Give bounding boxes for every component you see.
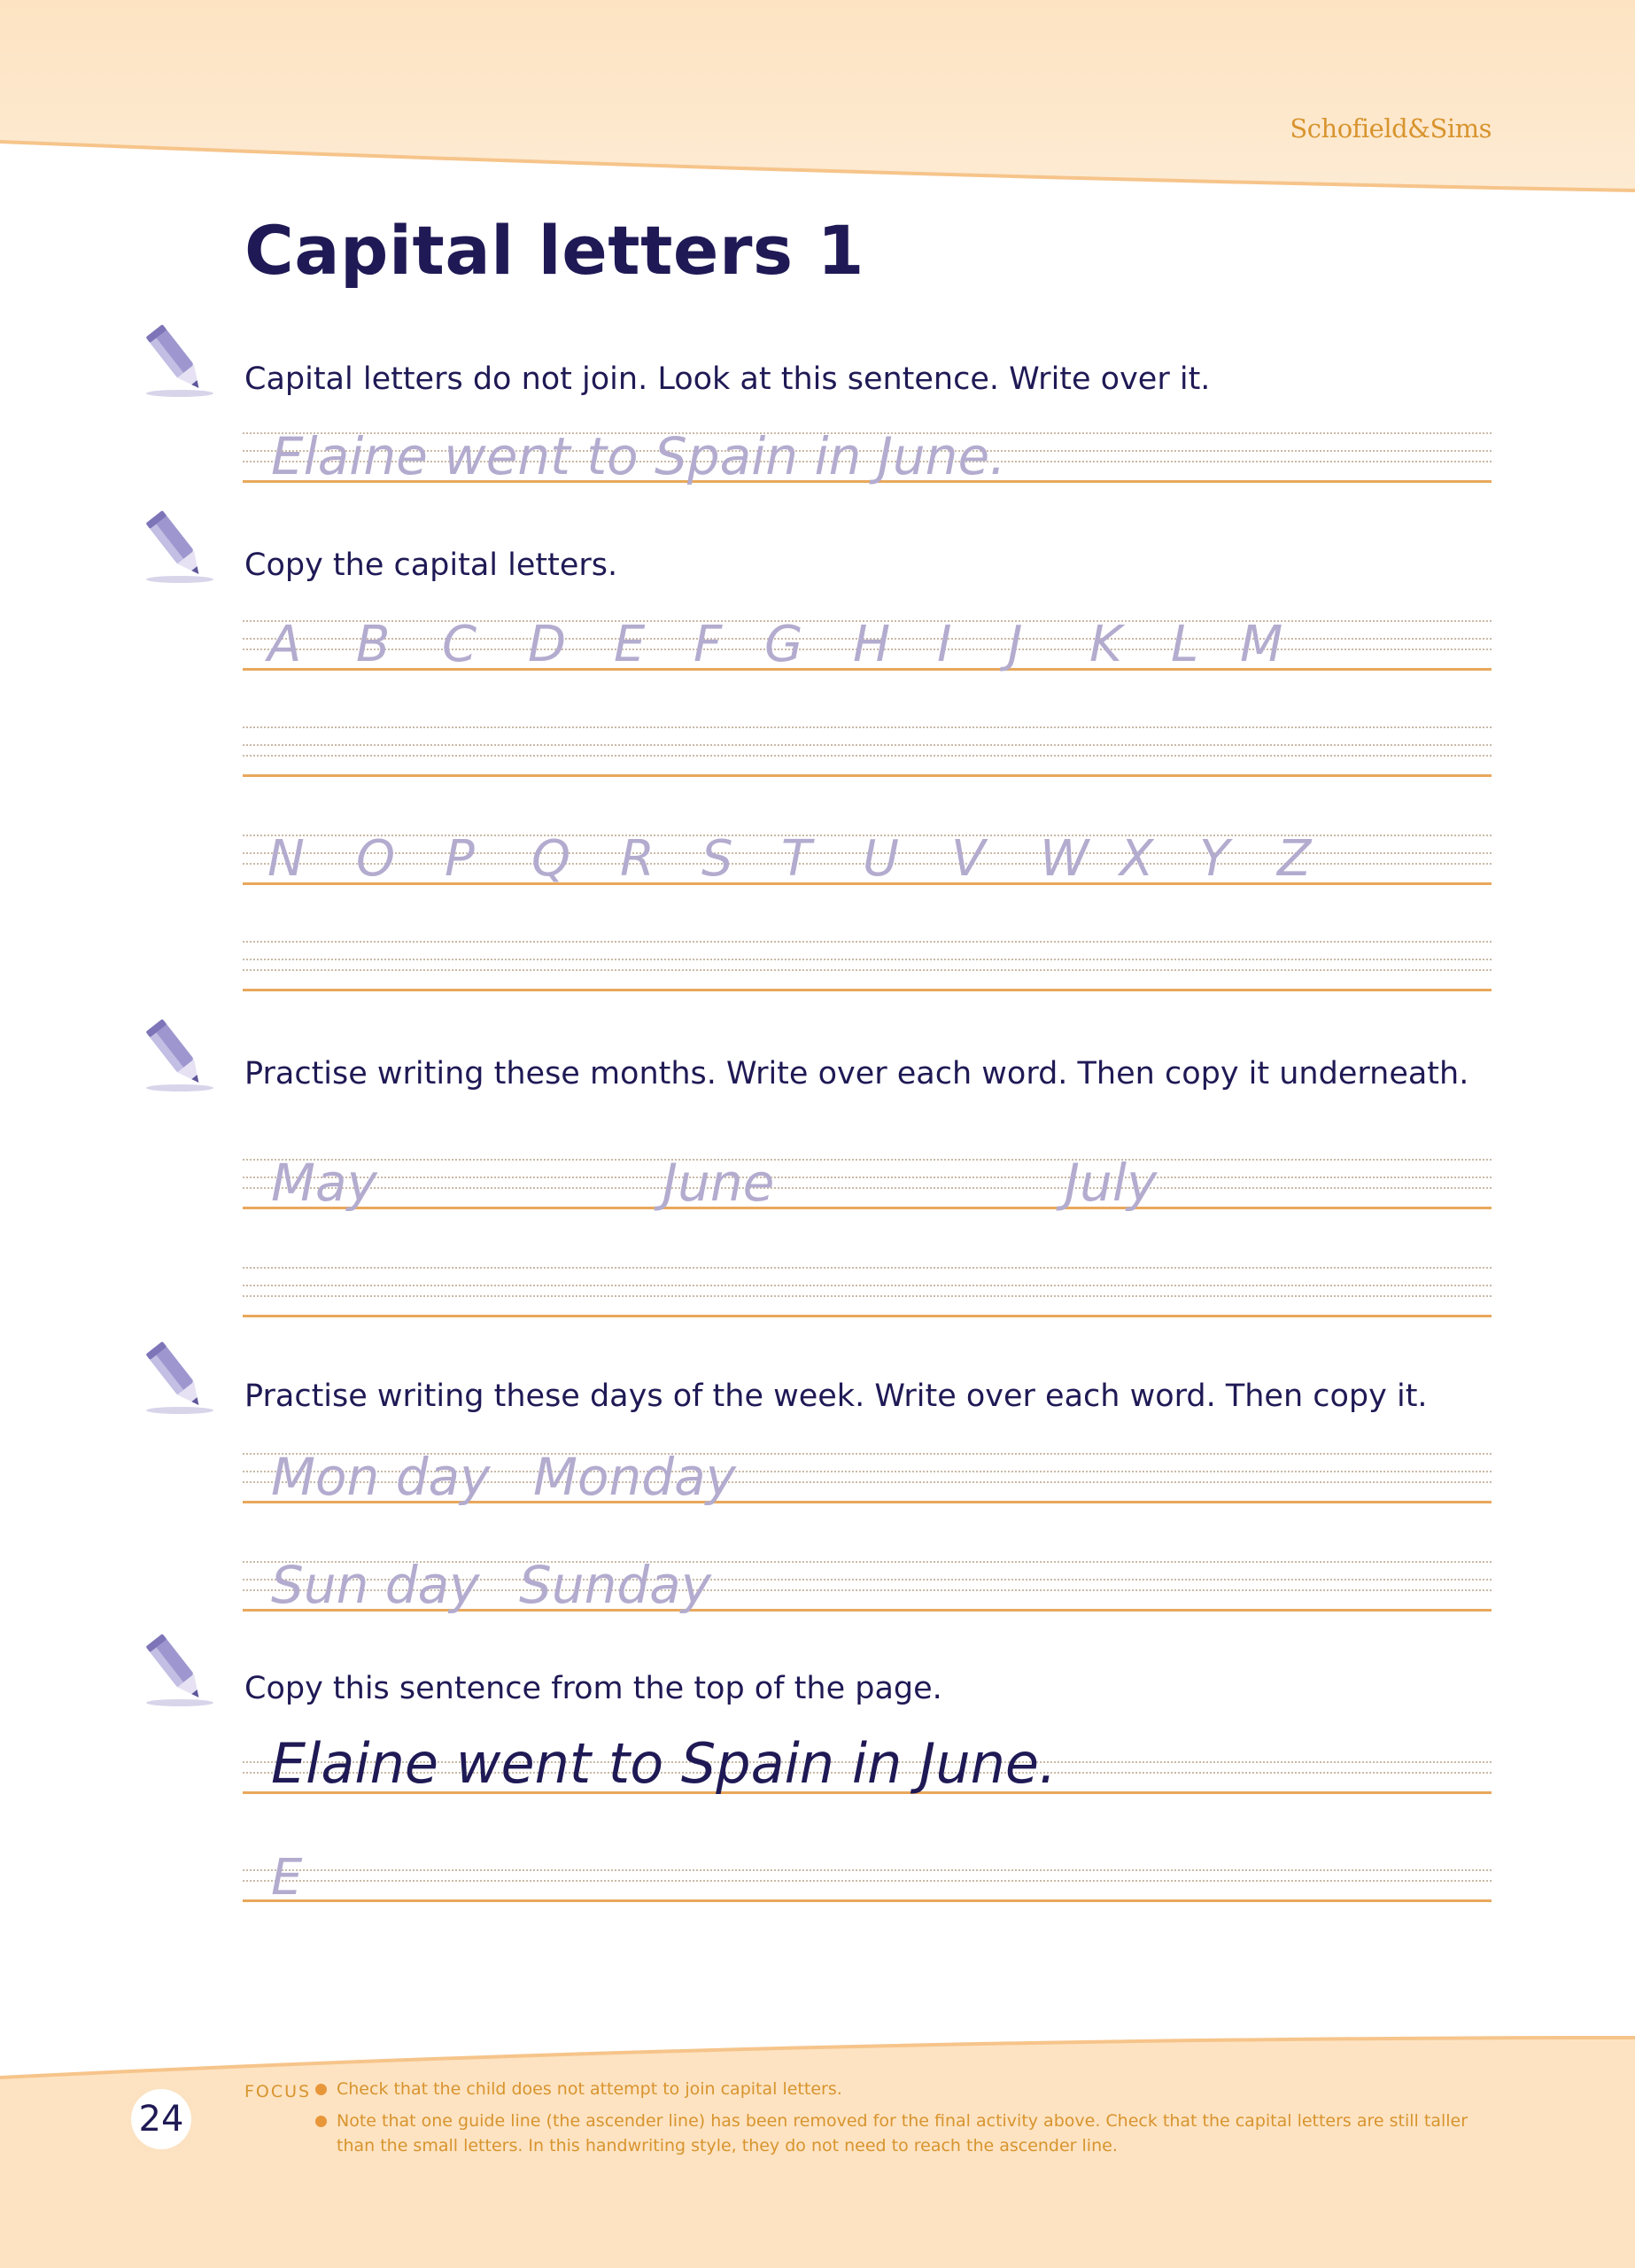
trace-day-parts-mon: Mon day bbox=[271, 1447, 491, 1507]
trace-day-parts-sun: Sun day bbox=[271, 1555, 480, 1615]
focus-note-2 bbox=[337, 2109, 1506, 2158]
letter: U bbox=[863, 830, 899, 888]
letter: L bbox=[1171, 616, 1199, 673]
letter: F bbox=[694, 616, 723, 673]
page-title: Capital letters 1 bbox=[244, 211, 864, 290]
writing-lines-monday[interactable] bbox=[243, 1446, 1492, 1508]
trace-start-letter: E bbox=[271, 1849, 303, 1907]
publisher-logo: Schofield&Sims bbox=[1290, 113, 1492, 144]
letter: C bbox=[442, 616, 477, 673]
letter: B bbox=[356, 616, 391, 673]
letter: G bbox=[764, 616, 803, 673]
bullet-icon bbox=[315, 2116, 327, 2127]
pencil-icon bbox=[137, 1630, 219, 1712]
focus-note-1 bbox=[337, 2077, 1506, 2101]
focus-label: FOCUS bbox=[244, 2082, 312, 2101]
letter: O bbox=[356, 830, 396, 888]
writing-lines-sentence-model bbox=[243, 1731, 1492, 1798]
header-band bbox=[0, 0, 1635, 204]
trace-month-june: June bbox=[663, 1153, 775, 1213]
letters-row-2 bbox=[267, 830, 1348, 888]
letters-row-1 bbox=[267, 616, 1320, 673]
letter: Z bbox=[1277, 830, 1312, 888]
writing-lines-sunday[interactable] bbox=[243, 1554, 1492, 1616]
focus-note-text: Check that the child does not attempt to join capital letters. bbox=[337, 2079, 842, 2099]
letter: A bbox=[267, 616, 302, 673]
letter: W bbox=[1040, 830, 1089, 888]
letter: Y bbox=[1199, 830, 1230, 888]
pencil-icon bbox=[137, 1015, 219, 1097]
writing-lines-letters-1-copy[interactable] bbox=[243, 719, 1492, 781]
trace-month-may: May bbox=[271, 1153, 377, 1213]
letter: I bbox=[937, 616, 952, 673]
page-number: 24 bbox=[131, 2089, 191, 2149]
instruction-4: Practise writing these days of the week. Write over each word. Then copy it. bbox=[244, 1379, 1428, 1414]
writing-lines-letters-2-copy[interactable] bbox=[243, 934, 1492, 996]
instruction-5: Copy this sentence from the top of the page. bbox=[244, 1671, 942, 1706]
writing-lines-sentence-copy[interactable] bbox=[243, 1845, 1492, 1907]
letter: R bbox=[620, 830, 655, 888]
pencil-icon bbox=[137, 507, 219, 588]
instruction-2: Copy the capital letters. bbox=[244, 548, 618, 583]
bullet-icon bbox=[315, 2084, 327, 2095]
trace-day-sunday: Sunday bbox=[519, 1555, 712, 1615]
model-sentence: Elaine went to Spain in June. bbox=[271, 1731, 1057, 1796]
writing-lines-1[interactable] bbox=[243, 425, 1492, 487]
writing-lines-months[interactable] bbox=[243, 1152, 1492, 1214]
letter: D bbox=[528, 616, 567, 673]
pencil-icon bbox=[137, 321, 219, 402]
letter: Q bbox=[531, 830, 571, 888]
letter: P bbox=[445, 830, 475, 888]
trace-day-monday: Monday bbox=[533, 1447, 736, 1507]
pencil-icon bbox=[137, 1338, 219, 1419]
letter: E bbox=[614, 616, 646, 673]
trace-sentence: Elaine went to Spain in June. bbox=[271, 426, 1006, 486]
instruction-3: Practise writing these months. Write over each word. Then copy it underneath. bbox=[244, 1056, 1469, 1091]
letter: S bbox=[701, 830, 733, 888]
letter: V bbox=[951, 830, 986, 888]
focus-note-text: Note that one guide line (the ascender line) has been removed for the final activity above. Check that the capital letters are still taller than the small letters. In this handwriting style, they do not need to reach the ascender line. bbox=[337, 2111, 1468, 2155]
letter: X bbox=[1120, 830, 1154, 888]
letter: M bbox=[1240, 616, 1283, 673]
writing-lines-letters-2[interactable] bbox=[243, 827, 1492, 889]
writing-lines-months-copy[interactable] bbox=[243, 1260, 1492, 1322]
letter: K bbox=[1089, 616, 1122, 673]
instruction-1: Capital letters do not join. Look at this sentence. Write over it. bbox=[244, 361, 1211, 397]
letter: J bbox=[1008, 616, 1023, 673]
trace-month-july: July bbox=[1065, 1153, 1158, 1213]
writing-lines-letters-1[interactable] bbox=[243, 613, 1492, 675]
letter: T bbox=[781, 830, 812, 888]
letter: H bbox=[853, 616, 891, 673]
letter: N bbox=[267, 830, 305, 888]
